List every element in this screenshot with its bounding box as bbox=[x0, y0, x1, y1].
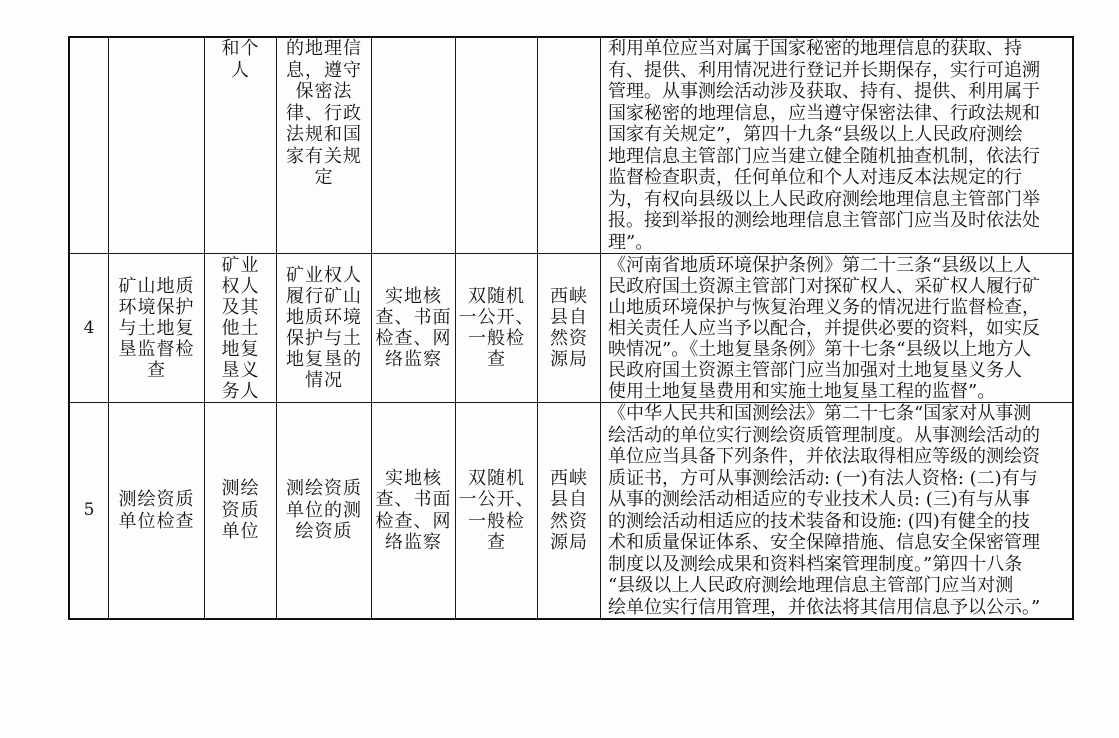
inspection-table bbox=[68, 36, 1074, 620]
cell-inspection-content: 的地理信 息，遵守 保密法 律、行政 法规和国 家有关规 定 bbox=[277, 37, 372, 254]
cell-inspection-agency bbox=[538, 37, 601, 254]
cell-inspection-item: 测绘资质 单位检查 bbox=[109, 403, 205, 620]
cell-index bbox=[69, 37, 109, 254]
cell-inspection-content: 测绘资质 单位的测 绘资质 bbox=[277, 403, 372, 620]
cell-inspection-method bbox=[372, 37, 456, 254]
cell-inspection-mode: 双随机 一公开、 一般检 查 bbox=[456, 254, 538, 403]
table-row bbox=[69, 254, 1073, 403]
cell-legal-basis: 《河南省地质环境保护条例》第二十三条“县级以上人 民政府国土资源主管部门对探矿权人、采矿权人履行矿 山地质环境保护与恢复治理义务的情况进行监督检查， 相关责任人应当予以配合，并提供必要的资料，如实反 映情况”。《土地复垦条例》第十七条“县级以上地方人 民政府国土资源主管部门应当加强对土地复垦义务人 使用土地复垦费用和实施土地复垦工程的监督”。 bbox=[601, 254, 1074, 403]
cell-inspection-method: 实地核 查、书面 检查、网 络监察 bbox=[372, 403, 456, 620]
cell-inspection-item: 矿山地质 环境保护 与土地复 垦监督检 查 bbox=[109, 254, 205, 403]
cell-inspection-mode bbox=[456, 37, 538, 254]
table-row bbox=[69, 37, 1073, 254]
cell-inspection-content: 矿业权人 履行矿山 地质环境 保护与土 地复垦的 情况 bbox=[277, 254, 372, 403]
cell-inspection-mode: 双随机 一公开、 一般检 查 bbox=[456, 403, 538, 620]
cell-inspection-agency: 西峡 县自 然资 源局 bbox=[538, 254, 601, 403]
cell-inspection-object: 矿业 权人 及其 他土 地复 垦义 务人 bbox=[205, 254, 277, 403]
cell-legal-basis: 利用单位应当对属于国家秘密的地理信息的获取、持 有、提供、利用情况进行登记并长期保存，实行可追溯 管理。从事测绘活动涉及获取、持有、提供、利用属于 国家秘密的地理信息，应当遵守保密法律、行政法规和 国家有关规定”，第四十九条“县级以上人民政府测绘 地理信息主管部门应当建立健全随机抽查机制，依法行 监督检查职责，任何单位和个人对违反本法规定的行 为，有权向县级以上人民政府测绘地理信息主管部门举 报。接到举报的测绘地理信息主管部门应当及时依法处 理”。 bbox=[601, 37, 1074, 254]
cell-index: 4 bbox=[69, 254, 109, 403]
cell-inspection-object: 测绘 资质 单位 bbox=[205, 403, 277, 620]
cell-inspection-agency: 西峡 县自 然资 源局 bbox=[538, 403, 601, 620]
cell-index: 5 bbox=[69, 403, 109, 620]
cell-inspection-method: 实地核 查、书面 检查、网 络监察 bbox=[372, 254, 456, 403]
cell-inspection-item bbox=[109, 37, 205, 254]
table-row bbox=[69, 403, 1073, 620]
cell-inspection-object: 和个 人 bbox=[205, 37, 277, 254]
cell-legal-basis: 《中华人民共和国测绘法》第二十七条“国家对从事测 绘活动的单位实行测绘资质管理制度。从事测绘活动的 单位应当具备下列条件，并依法取得相应等级的测绘资 质证书，方可从事测绘活动: (一)有法人资格: (二)有与 从事的测绘活动相适应的专业技术人员: (三)有与从事 的测绘活动相适应的技术装备和设施: (四)有健全的技 术和质量保证体系、安全保障措施、信息安全保密管理 制度以及测绘成果和资料档案管理制度。”第四十八条 “县级以上人民政府测绘地理信息主管部门应当对测 绘单位实行信用管理，并依法将其信用信息予以公示。” bbox=[601, 403, 1074, 620]
table-body bbox=[69, 37, 1073, 619]
